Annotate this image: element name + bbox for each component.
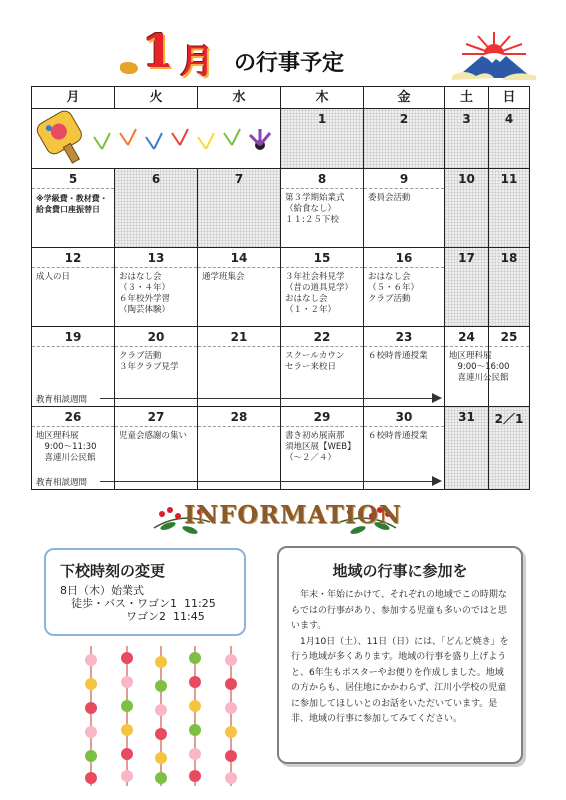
event-text: ６校時普通授業 <box>368 351 428 361</box>
new-year-decoration-cell <box>32 109 281 169</box>
day-number: 2 <box>399 112 409 126</box>
mount-fuji-icon <box>452 32 536 82</box>
calendar-day-cell <box>489 327 529 407</box>
calendar-day-cell <box>489 109 529 169</box>
calendar-day-cell <box>489 169 529 248</box>
information-title: INFORMATION <box>184 500 402 529</box>
event-text: 通学班集会 <box>202 272 245 282</box>
dismissal-line: ワゴン2 11:45 <box>60 610 205 623</box>
title-number: 1 <box>142 24 175 78</box>
calendar-day-cell <box>445 248 489 327</box>
calendar-day-cell <box>281 248 364 327</box>
hanging-ornament-icon <box>188 646 202 786</box>
day-number: 29 <box>313 410 331 424</box>
page-title <box>120 26 380 86</box>
event-text: 地区理科展 9:00～11:30 喜連川公民館 <box>36 431 97 463</box>
day-number: 5 <box>68 172 78 186</box>
event-text: クラブ活動 ３年クラブ見学 <box>119 351 179 372</box>
counseling-week-label: 教育相談週間 <box>36 478 88 488</box>
arrow-head-icon <box>432 393 442 403</box>
day-number: 14 <box>230 251 248 265</box>
calendar-day-cell <box>281 109 364 169</box>
calendar-day-cell <box>445 407 489 489</box>
calendar-day-cell <box>32 248 115 327</box>
event-text: 児童会感謝の集い <box>119 431 188 441</box>
day-number: 15 <box>313 251 331 265</box>
calendar-day-cell <box>198 169 281 248</box>
calendar-day-cell <box>198 327 281 407</box>
calendar-day-cell <box>198 248 281 327</box>
calendar-day-cell <box>281 169 364 248</box>
hagoita-decoration-icon <box>32 109 281 169</box>
day-number: 24 <box>458 330 475 344</box>
dismissal-line: 徒歩・バス・ワゴン1 11:25 <box>60 597 216 610</box>
day-number: 16 <box>395 251 413 265</box>
community-paragraph: 1月10日（土）、11日（日）には、「どんど焼き」を行う地域が多くあります。地域の行事を盛り上げようと、6年生もポスターやお便りを作成しました。地域の方からも、居住地にかかわらず、江川小学校の児童に参加してほしいとのお話をいただいています。是非、地域の行事に参加してみてください。 <box>291 636 509 724</box>
calendar-day-cell <box>445 169 489 248</box>
counseling-week-arrow <box>100 481 432 482</box>
event-text: スクールカウン セラー来校日 <box>285 351 345 372</box>
day-number: 11 <box>500 172 518 186</box>
arrow-head-icon <box>432 476 442 486</box>
day-number: 12 <box>64 251 82 265</box>
event-text: 地区理科展 9:00～16:00 喜連川公民館 <box>449 351 510 383</box>
hanging-ornament-icon <box>120 646 134 786</box>
event-text: 委員会活動 <box>368 193 411 203</box>
community-paragraph: 年末・年始にかけて、それぞれの地域でこの時期ならではの行事があり、参加する児童も多いのではと思います。 <box>291 590 507 631</box>
weekday-header-thu: 木 <box>281 87 364 109</box>
day-number: 26 <box>64 410 82 424</box>
day-number: 21 <box>230 330 248 344</box>
day-number: 20 <box>147 330 165 344</box>
dismissal-line: 8日（木）始業式 <box>60 584 144 597</box>
event-text: おはなし会 （３・４年） ６年校外学習 （陶芸体験） <box>119 272 171 315</box>
event-text: ３年社会科見学 （昔の道具見学） おはなし会 （１・２年） <box>285 272 354 315</box>
day-number: 18 <box>500 251 518 265</box>
event-text: ※学級費・教材費・ 給食費口座振替日 <box>36 194 108 214</box>
weekday-header-tue: 火 <box>115 87 198 109</box>
counseling-week-label: 教育相談週間 <box>36 395 88 405</box>
calendar-day-cell <box>115 407 198 489</box>
title-text: の行事予定 <box>234 51 345 76</box>
day-number: 9 <box>399 172 409 186</box>
calendar-day-cell <box>198 407 281 489</box>
hanging-ornament-icon <box>224 646 238 786</box>
weekday-header-mon: 月 <box>32 87 115 109</box>
event-text: 第３学期始業式 （給食なし） １１:２５下校 <box>285 193 345 225</box>
day-number: 13 <box>147 251 165 265</box>
calendar-day-cell <box>364 169 445 248</box>
day-number: 28 <box>230 410 248 424</box>
day-number: 25 <box>500 330 518 344</box>
day-number: 8 <box>317 172 327 186</box>
day-number: 27 <box>147 410 165 424</box>
day-number: 22 <box>313 330 331 344</box>
day-number: 7 <box>234 172 244 186</box>
weekday-header-sat: 土 <box>445 87 489 109</box>
calendar-table <box>31 86 530 490</box>
day-number: 31 <box>458 410 475 424</box>
community-events-box <box>277 546 523 764</box>
leaf-decoration-icon <box>120 62 138 74</box>
hanging-ornament-icon <box>84 646 98 786</box>
day-number: 1 <box>317 112 327 126</box>
calendar-day-cell <box>115 248 198 327</box>
dismissal-title: 下校時刻の変更 <box>60 562 166 580</box>
weekday-header-fri: 金 <box>364 87 445 109</box>
day-number: 4 <box>504 112 514 126</box>
day-number: 17 <box>458 251 475 265</box>
title-month: 月 <box>180 42 214 82</box>
event-text: おはなし会 （５・６年） クラブ活動 <box>368 272 420 304</box>
day-number: 10 <box>458 172 475 186</box>
information-banner <box>150 492 400 540</box>
community-body <box>291 588 511 728</box>
calendar-day-cell <box>364 109 445 169</box>
weekday-header-sun: 日 <box>489 87 529 109</box>
calendar-day-cell <box>281 407 364 489</box>
day-number: 30 <box>395 410 413 424</box>
day-number: 2／1 <box>494 412 524 426</box>
dismissal-details <box>60 584 216 623</box>
day-number: 19 <box>64 330 82 344</box>
community-title: 地域の行事に参加を <box>332 562 468 580</box>
calendar-day-cell <box>32 169 115 248</box>
day-number: 6 <box>151 172 161 186</box>
event-text: 成人の日 <box>36 272 71 282</box>
calendar-day-cell <box>489 407 529 489</box>
calendar-day-cell <box>445 109 489 169</box>
day-number: 3 <box>462 112 471 126</box>
day-number: 23 <box>395 330 413 344</box>
hanging-ornament-icon <box>154 646 168 786</box>
dismissal-time-box <box>44 548 246 636</box>
event-text: 書き初め展南那 須地区展【WEB】 （～２／４） <box>285 431 356 463</box>
calendar-day-cell <box>281 327 364 407</box>
calendar-day-cell <box>115 169 198 248</box>
event-text: ６校時普通授業 <box>368 431 428 441</box>
weekday-header-wed: 水 <box>198 87 281 109</box>
calendar-day-cell <box>489 248 529 327</box>
calendar-day-cell <box>115 327 198 407</box>
calendar-day-cell <box>364 248 445 327</box>
counseling-week-arrow <box>100 398 432 399</box>
